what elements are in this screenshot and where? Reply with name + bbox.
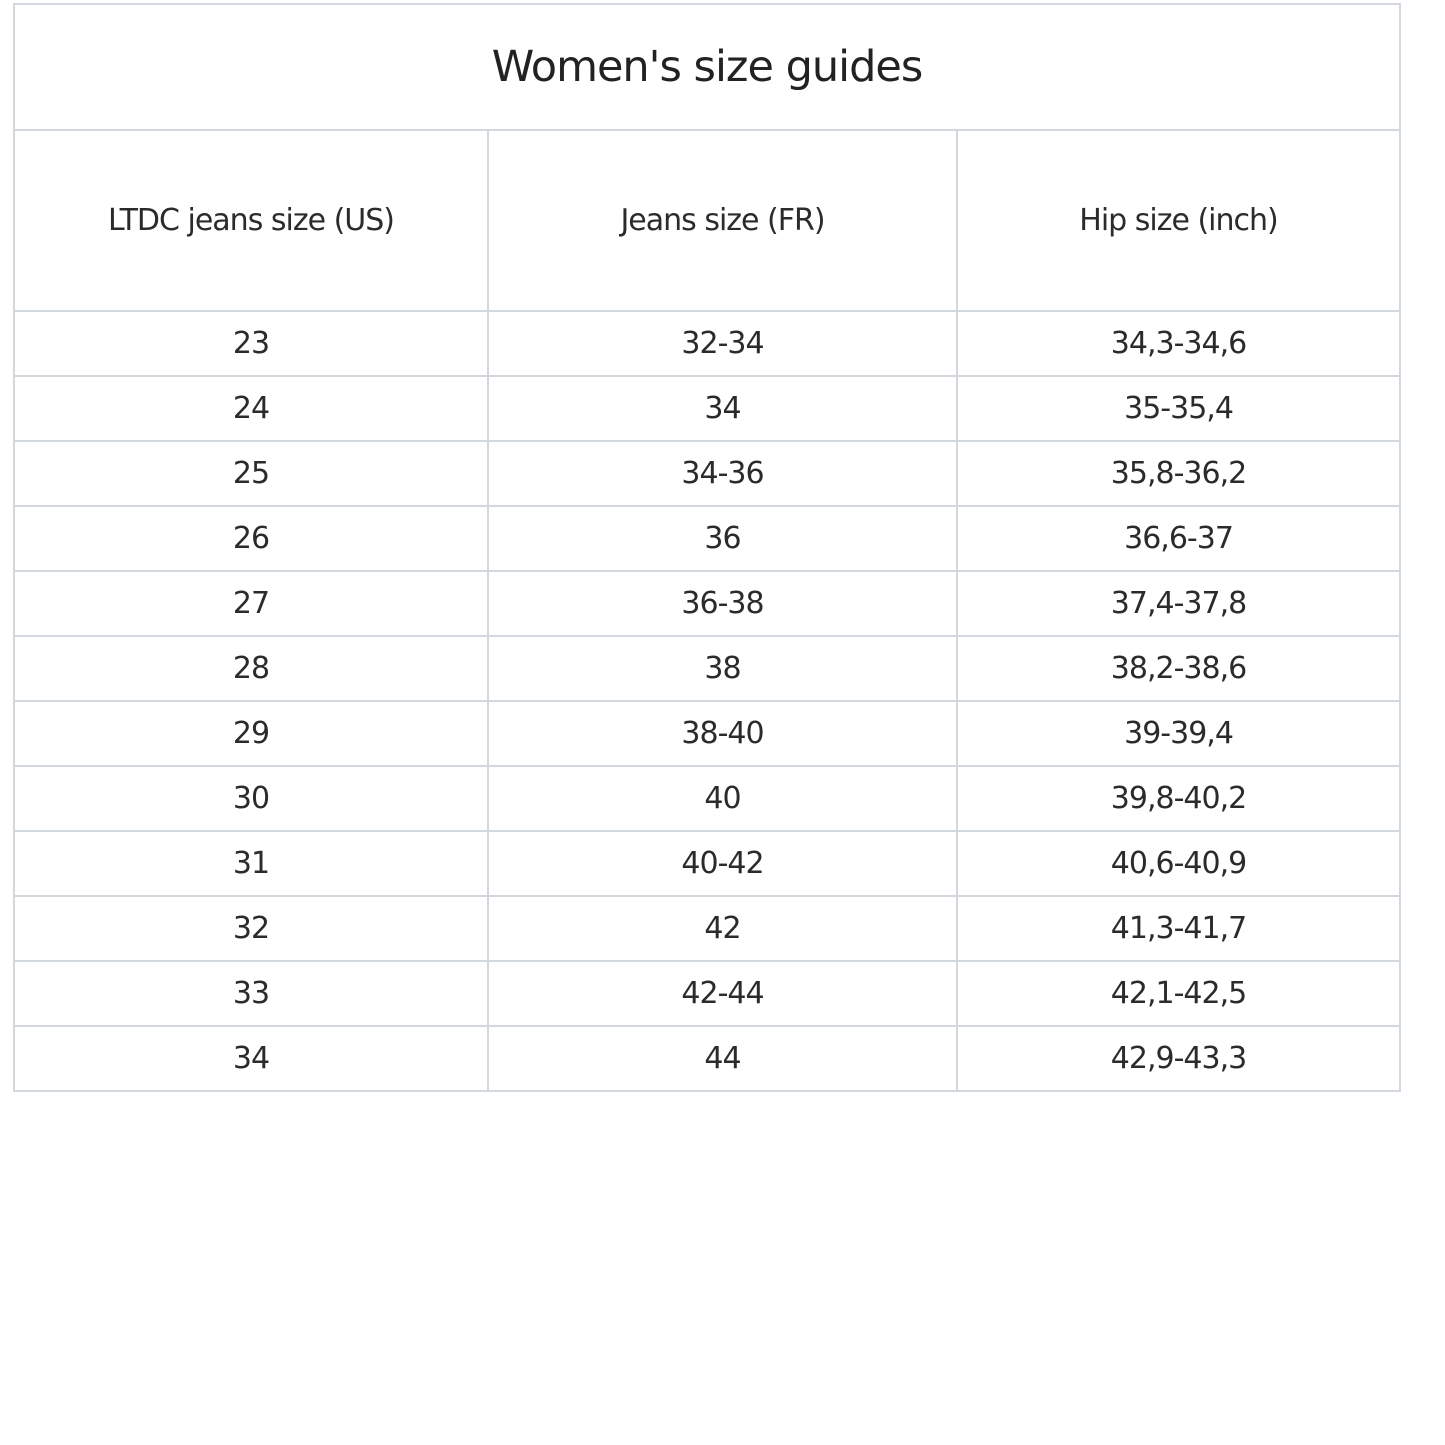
fr-size-cell: 32-34 (488, 311, 957, 376)
fr-size-cell: 36 (488, 506, 957, 571)
table-row (14, 311, 1400, 376)
fr-size-cell: 36-38 (488, 571, 957, 636)
us-size-cell: 31 (14, 831, 488, 896)
us-size-cell: 24 (14, 376, 488, 441)
us-size-cell: 26 (14, 506, 488, 571)
fr-size-cell: 42-44 (488, 961, 957, 1026)
table-row (14, 701, 1400, 766)
hip-size-cell: 35,8-36,2 (957, 441, 1400, 506)
hip-size-cell: 42,1-42,5 (957, 961, 1400, 1026)
hip-size-cell: 42,9-43,3 (957, 1026, 1400, 1091)
table-body (14, 311, 1400, 1091)
us-size-cell: 29 (14, 701, 488, 766)
us-size-cell: 33 (14, 961, 488, 1026)
fr-size-cell: 40 (488, 766, 957, 831)
fr-size-cell: 40-42 (488, 831, 957, 896)
table-row (14, 441, 1400, 506)
fr-size-cell: 38 (488, 636, 957, 701)
hip-size-cell: 34,3-34,6 (957, 311, 1400, 376)
table-row (14, 961, 1400, 1026)
column-header-fr-size: Jeans size (FR) (488, 130, 957, 311)
hip-size-cell: 39-39,4 (957, 701, 1400, 766)
us-size-cell: 27 (14, 571, 488, 636)
header-row (14, 130, 1400, 311)
hip-size-cell: 38,2-38,6 (957, 636, 1400, 701)
table-row (14, 1026, 1400, 1091)
hip-size-cell: 40,6-40,9 (957, 831, 1400, 896)
table-title: Women's size guides (14, 4, 1400, 130)
column-header-us-size: LTDC jeans size (US) (14, 130, 488, 311)
title-row (14, 4, 1400, 130)
table-row (14, 571, 1400, 636)
column-header-hip-size: Hip size (inch) (957, 130, 1400, 311)
fr-size-cell: 42 (488, 896, 957, 961)
us-size-cell: 23 (14, 311, 488, 376)
table-row (14, 506, 1400, 571)
hip-size-cell: 39,8-40,2 (957, 766, 1400, 831)
table-row (14, 636, 1400, 701)
us-size-cell: 34 (14, 1026, 488, 1091)
us-size-cell: 32 (14, 896, 488, 961)
hip-size-cell: 35-35,4 (957, 376, 1400, 441)
hip-size-cell: 37,4-37,8 (957, 571, 1400, 636)
size-guide-table (13, 3, 1401, 1092)
table-row (14, 766, 1400, 831)
table-row (14, 376, 1400, 441)
table-row (14, 896, 1400, 961)
us-size-cell: 28 (14, 636, 488, 701)
table-row (14, 831, 1400, 896)
fr-size-cell: 38-40 (488, 701, 957, 766)
fr-size-cell: 44 (488, 1026, 957, 1091)
us-size-cell: 25 (14, 441, 488, 506)
hip-size-cell: 36,6-37 (957, 506, 1400, 571)
fr-size-cell: 34-36 (488, 441, 957, 506)
hip-size-cell: 41,3-41,7 (957, 896, 1400, 961)
us-size-cell: 30 (14, 766, 488, 831)
fr-size-cell: 34 (488, 376, 957, 441)
